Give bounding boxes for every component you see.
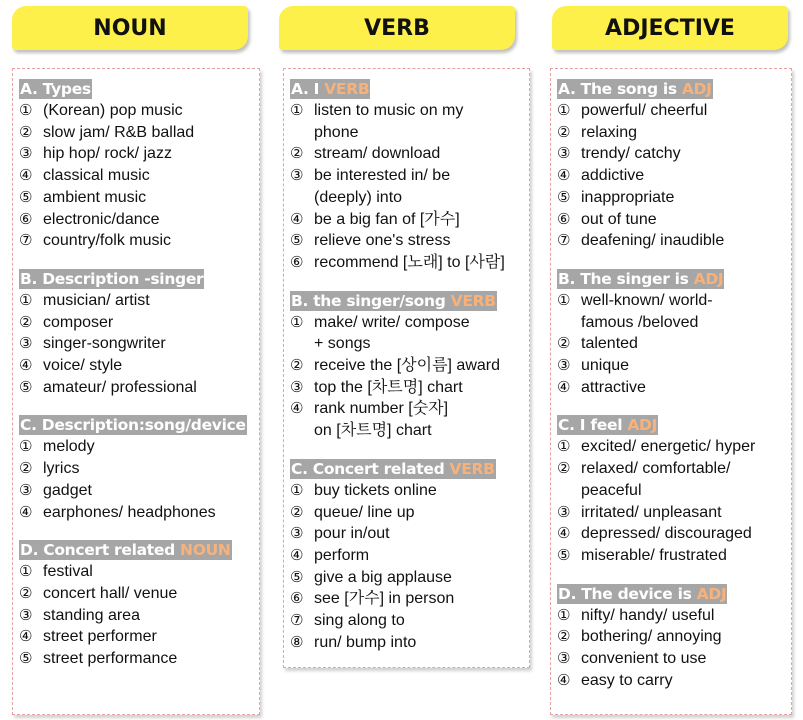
section-title [290,459,496,479]
list-item [290,398,529,420]
section-title [290,79,370,99]
list-item [19,502,259,524]
list-item [19,355,259,377]
item-text: voice/ style [43,357,123,375]
adjective-column [550,68,792,715]
item-text: make/ write/ compose [314,313,470,331]
item-text: festival [43,563,93,581]
item-number: ② [557,122,571,141]
list-item [290,420,529,442]
item-number: ⑦ [19,231,33,250]
list-item [290,312,529,334]
list-item [557,100,791,122]
section-title-text: A. The song is [558,80,682,98]
item-number: ③ [290,377,304,396]
item-number: ① [19,290,33,309]
item-text: musician/ artist [43,291,150,309]
list-item [290,480,529,502]
list-item [290,567,529,589]
item-number: ① [557,101,571,119]
item-number: ③ [557,502,571,521]
item-text: trendy/ catchy [581,145,681,163]
list-item [557,230,791,252]
item-number: ① [557,437,571,456]
item-text: be a big fan of [가수] [314,210,460,228]
item-number: ⑤ [19,649,33,668]
list-item [19,458,259,480]
list-item [290,165,529,187]
item-text: classical music [43,167,150,185]
item-number: ④ [19,627,33,646]
list-item [19,290,259,312]
item-text: on [차트명] chart [314,422,432,440]
item-number: ① [290,101,304,119]
item-number: ② [290,356,304,375]
section-title-highlight: NOUN [180,541,231,560]
item-number: ⑥ [290,252,304,271]
item-text: + songs [314,335,371,353]
list-item [19,377,259,399]
section-title [557,79,713,99]
item-text: stream/ download [314,145,441,163]
list-item [19,333,259,355]
item-number: ③ [557,649,571,668]
item-text: country/folk music [43,232,172,250]
section-title [19,269,204,289]
section-title [290,291,497,311]
item-number: ② [290,144,304,163]
item-number: ⑧ [290,632,304,651]
item-number: ③ [557,144,571,163]
list-item [290,355,529,377]
list-item [290,252,529,274]
list-item [290,610,529,632]
item-text: well-known/ world- [581,291,713,309]
item-number: ④ [290,209,304,228]
list-item [557,209,791,231]
item-number: ② [557,334,571,353]
item-text: rank number [숫자] [314,400,449,418]
item-text: inappropriate [581,188,675,206]
list-item [557,165,791,187]
adjective-header: ADJECTIVE [552,6,788,50]
item-number: ⑦ [557,231,571,250]
item-number: ① [290,480,304,499]
item-number: ④ [290,399,304,418]
item-text: perform [314,546,370,564]
item-number: ② [290,502,304,521]
noun-column [12,68,260,715]
item-number: ④ [557,670,571,689]
list-item [19,230,259,252]
list-item [557,458,791,480]
noun-header: NOUN [12,6,248,50]
item-text: listen to music on my [314,102,464,119]
item-number: ① [557,605,571,624]
list-item [557,545,791,567]
section-title-text: C. I feel [558,416,628,435]
list-item [19,648,259,670]
item-number: ④ [557,524,571,543]
list-item [290,545,529,567]
section-title-highlight: VERB [450,291,496,310]
item-text: relaxing [581,123,638,141]
verb-header: VERB [279,6,515,50]
item-number: ④ [19,502,33,521]
item-number: ① [19,562,33,581]
section-title-text: A. Types [20,80,91,98]
section-title-text: A. I [291,80,325,98]
item-number: ① [557,290,571,309]
item-text: buy tickets online [314,481,437,499]
adjective-section [557,584,791,692]
item-number: ⑤ [19,187,33,206]
item-number [290,333,314,355]
list-item [19,583,259,605]
item-number: ④ [290,545,304,564]
item-text: miserable/ frustrated [581,546,727,564]
item-number [557,480,581,502]
verb-section [290,79,529,274]
section-title-highlight: ADJ [696,584,727,603]
list-item [290,377,529,399]
item-text: ambient music [43,188,147,206]
list-item [557,436,791,458]
item-text: talented [581,335,638,353]
item-text: receive the [상이름] award [314,357,500,375]
item-number: ⑤ [557,187,571,206]
section-title-highlight: VERB [449,459,495,478]
item-number [290,122,314,144]
item-number: ① [19,101,33,119]
item-text: queue/ line up [314,503,415,521]
adjective-section [557,269,791,399]
list-item [557,670,791,692]
item-text: unique [581,357,630,375]
item-text: sing along to [314,612,405,630]
item-number: ③ [19,334,33,353]
list-item [290,122,529,144]
item-number: ④ [19,166,33,185]
item-text: standing area [43,606,140,624]
section-title [19,540,232,560]
item-number [557,312,581,334]
item-number [290,420,314,442]
section-title-text: B. Description -singer [20,269,204,288]
item-text: bothering/ annoying [581,628,722,646]
verb-section [290,459,529,654]
list-item [19,143,259,165]
item-number: ① [19,437,33,456]
item-number [290,187,314,209]
item-number: ⑤ [290,231,304,250]
item-number: ④ [557,377,571,396]
list-item [19,480,259,502]
section-title [19,79,92,99]
list-item [290,523,529,545]
list-item [19,122,259,144]
list-item [557,122,791,144]
item-text: pour in/out [314,525,390,543]
list-item [290,230,529,252]
item-text: gadget [43,481,92,499]
item-number: ③ [19,144,33,163]
section-title-highlight: VERB [324,80,370,98]
list-item [557,626,791,648]
section-title-text: B. the singer/song [291,291,451,310]
noun-section [19,540,259,670]
list-item [557,523,791,545]
section-title [557,415,658,435]
section-title-text: B. The singer is [558,269,694,288]
list-item [290,502,529,524]
item-number: ⑤ [19,377,33,396]
item-number: ③ [19,480,33,499]
item-number: ⑥ [557,209,571,228]
item-number: ② [19,122,33,141]
list-item [557,480,791,502]
item-text: recommend [노래] to [사람] [314,253,505,271]
verb-section [290,291,529,442]
item-text: (deeply) into [314,188,403,206]
adjective-section [557,79,791,252]
item-text: lyrics [43,460,80,478]
noun-section [19,79,259,252]
item-text: addictive [581,167,645,185]
item-number: ③ [290,524,304,543]
list-item [557,605,791,627]
item-text: earphones/ headphones [43,503,216,521]
item-text: deafening/ inaudible [581,232,725,250]
item-number: ③ [290,166,304,185]
list-item [557,648,791,670]
noun-section [19,269,259,399]
list-item [557,143,791,165]
section-title [557,584,727,604]
list-item [19,436,259,458]
item-number: ④ [557,166,571,185]
item-text: nifty/ handy/ useful [581,606,715,624]
item-text: easy to carry [581,671,673,689]
item-number: ⑤ [290,567,304,586]
list-item [19,165,259,187]
item-text: melody [43,438,95,456]
section-title [19,415,247,435]
list-item [557,312,791,334]
item-text: excited/ energetic/ hyper [581,438,756,456]
list-item [290,588,529,610]
list-item [557,502,791,524]
list-item [19,312,259,334]
item-text: peaceful [581,481,642,499]
item-number: ③ [19,605,33,624]
item-text: relieve one's stress [314,232,451,250]
list-item [19,187,259,209]
item-text: slow jam/ R&B ballad [43,123,195,141]
item-number: ⑥ [19,209,33,228]
list-item [290,100,529,122]
list-item [290,209,529,231]
list-item [557,377,791,399]
item-text: phone [314,123,359,141]
adjective-section [557,415,791,566]
item-text: powerful/ cheerful [581,102,708,119]
verb-column [283,68,530,668]
item-number: ② [557,459,571,478]
item-number: ② [19,459,33,478]
item-number: ② [557,627,571,646]
list-item [19,605,259,627]
item-text: hip hop/ rock/ jazz [43,145,172,163]
list-item [290,187,529,209]
item-text: street performer [43,628,157,646]
list-item [557,333,791,355]
item-text: be interested in/ be [314,167,451,185]
item-text: singer-songwriter [43,335,166,353]
section-title [557,269,724,289]
noun-section [19,415,259,523]
item-text: attractive [581,378,646,396]
item-text: relaxed/ comfortable/ [581,460,731,478]
section-title-text: C. Description:song/device [20,416,246,435]
item-number: ① [290,312,304,331]
item-text: famous /beloved [581,313,699,331]
list-item [557,187,791,209]
item-number: ② [19,312,33,331]
item-text: (Korean) pop music [43,102,183,119]
list-item [19,626,259,648]
section-title-highlight: ADJ [693,269,724,288]
item-text: amateur/ professional [43,378,197,396]
list-item [19,100,259,122]
item-number: ⑤ [557,545,571,564]
item-text: electronic/dance [43,210,160,228]
item-text: out of tune [581,210,657,228]
list-item [19,209,259,231]
section-title-text: D. Concert related [20,541,181,560]
item-number: ⑦ [290,611,304,630]
list-item [290,632,529,654]
section-title-text: C. Concert related [291,459,450,478]
section-title-text: D. The device is [558,584,697,603]
item-text: irritated/ unpleasant [581,503,722,521]
item-text: run/ bump into [314,633,417,651]
item-number: ④ [19,356,33,375]
item-text: top the [차트명] chart [314,378,463,396]
item-text: concert hall/ venue [43,584,178,602]
list-item [557,290,791,312]
item-text: street performance [43,650,178,668]
item-text: depressed/ discouraged [581,525,752,543]
item-text: composer [43,313,114,331]
item-text: give a big applause [314,568,452,586]
section-title-highlight: ADJ [681,80,712,98]
section-title-highlight: ADJ [627,416,658,435]
item-number: ⑥ [290,589,304,608]
list-item [19,561,259,583]
item-number: ③ [557,356,571,375]
list-item [557,355,791,377]
list-item [290,333,529,355]
list-item [290,143,529,165]
item-text: see [가수] in person [314,590,455,608]
item-number: ② [19,583,33,602]
item-text: convenient to use [581,650,707,668]
